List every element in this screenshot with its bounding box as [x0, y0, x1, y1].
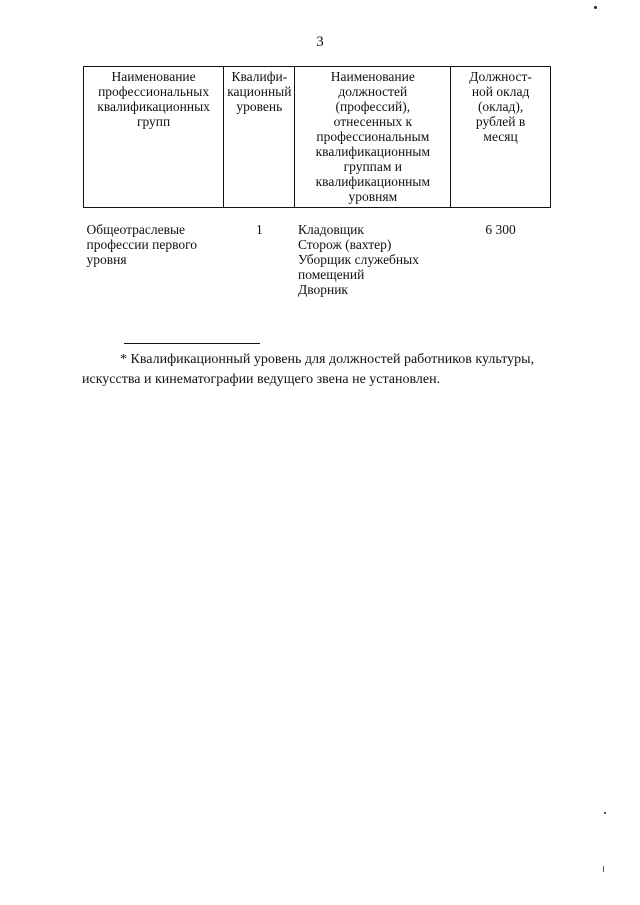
header-text-line: квалификационным — [315, 174, 431, 189]
cell-qualification-level: 1 — [255, 222, 263, 237]
position-item: Дворник — [297, 282, 348, 297]
scan-artifact-speck — [604, 812, 606, 814]
position-item: Кладовщик — [297, 222, 364, 237]
cell-position-names — [295, 222, 451, 297]
header-text-line: Наименование — [330, 69, 415, 84]
table-row — [84, 222, 551, 297]
header-text-line: (профессий), — [335, 99, 411, 114]
cell-text-line: профессии первого — [86, 237, 198, 252]
header-text-line: квалификационных — [97, 99, 210, 114]
header-text-line: отнесенных к — [333, 114, 413, 129]
header-text-line: уровням — [348, 189, 398, 204]
header-text-line: Должност- — [469, 69, 532, 84]
header-text-line: ной оклад — [471, 84, 530, 99]
position-item: Уборщик служебных — [297, 252, 419, 267]
header-professional-group — [84, 67, 224, 208]
page-number: 3 — [316, 34, 324, 50]
header-text-line: рублей в — [475, 114, 526, 129]
cell-text-line: уровня — [86, 252, 127, 267]
table-spacer-row — [84, 208, 551, 223]
header-qualification-level — [224, 67, 295, 208]
header-text-line: Квалифи- — [231, 69, 288, 84]
header-text-line: кационный — [227, 84, 292, 99]
scan-artifact-speck — [603, 866, 604, 872]
cell-professional-group — [84, 222, 224, 297]
position-item: помещений — [297, 267, 365, 282]
header-text-line: профессиональным — [316, 129, 430, 144]
cell-text-line: Общеотраслевые — [86, 222, 186, 237]
scan-artifact-dot — [594, 6, 597, 9]
header-text-line: месяц — [483, 129, 518, 144]
footnote-separator — [124, 343, 260, 344]
cell-salary: 6 300 — [485, 222, 516, 237]
header-text-line: уровень — [236, 99, 283, 114]
header-text-line: группам и — [343, 159, 403, 174]
footnote — [82, 350, 562, 390]
position-item: Сторож (вахтер) — [297, 237, 392, 252]
header-text-line: (оклад), — [477, 99, 524, 114]
table-header-row — [84, 67, 551, 208]
header-text-line: профессиональных — [98, 84, 210, 99]
header-position-names — [295, 67, 451, 208]
header-text-line: квалификационным — [315, 144, 431, 159]
header-text-line: Наименование — [111, 69, 196, 84]
header-text-line: групп — [136, 114, 171, 129]
footnote-line: искусства и кинематографии ведущего звена не установлен. — [82, 372, 441, 387]
header-salary — [451, 67, 551, 208]
salary-table — [83, 66, 551, 297]
footnote-line: * Квалификационный уровень для должностей работников культуры, — [120, 352, 535, 367]
header-text-line: должностей — [338, 84, 408, 99]
